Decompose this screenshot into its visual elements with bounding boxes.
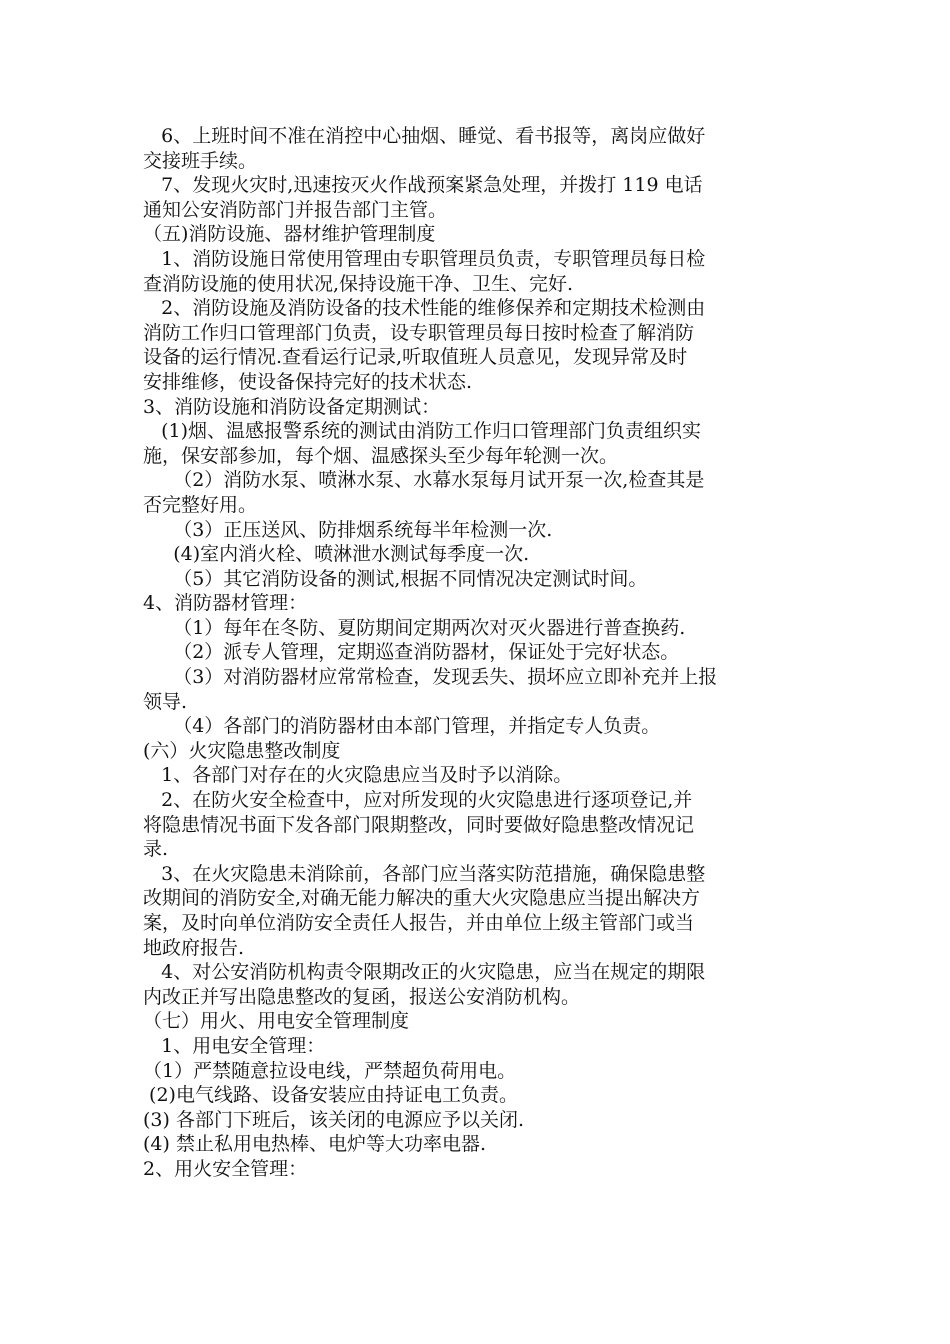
text-line: (1)烟、温感报警系统的测试由消防工作归口管理部门负责组织实 [143,420,702,443]
text-line: 1、用电安全管理： [143,1034,326,1057]
text-line: （1）严禁随意拉设电线，严禁超负荷用电。 [143,1059,517,1082]
text-line: 2、消防设施及消防设备的技术性能的维修保养和定期技术检测由 [143,297,706,320]
text-line: 查消防设施的使用状况,保持设施干净、卫生、完好. [143,272,574,295]
text-line: （3）对消防器材应常常检查，发现丢失、损坏应立即补充并上报 [143,666,718,689]
text-line: 否完整好用。 [143,493,258,516]
text-line: 2、用火安全管理： [143,1157,308,1180]
text-line: (4) 禁止私用电热棒、电炉等大功率电器. [143,1133,486,1156]
text-line: （5）其它消防设备的测试,根据不同情况决定测试时间。 [143,567,648,590]
text-line: 领导. [143,690,188,713]
text-line: 设备的运行情况.查看运行记录,听取值班人员意见，发现异常及时 [143,346,688,369]
text-line: （五)消防设施、器材维护管理制度 [143,223,436,246]
text-line: 施，保安部参加，每个烟、温感探头至少每年轮测一次。 [143,444,619,467]
text-line: （1）每年在冬防、夏防期间定期两次对灭火器进行普查换药. [143,616,686,639]
text-line: 6、上班时间不准在消控中心抽烟、睡觉、看书报等，离岗应做好 [143,125,706,147]
text-line: 案，及时向单位消防安全责任人报告，并由单位上级主管部门或当 [143,912,695,934]
text-line: (2)电气线路、设备安装应由持证电工负责。 [143,1084,518,1107]
text-line: 3、在火灾隐患未消除前，各部门应当落实防范措施，确保隐患整 [143,862,706,885]
text-line: 改期间的消防安全,对确无能力解决的重大火灾隐患应当提出解决方 [143,887,701,910]
document-body [143,124,808,1182]
text-line: （4）各部门的消防器材由本部门管理，并指定专人负责。 [143,715,661,738]
text-line: 消防工作归口管理部门负责，设专职管理员每日按时检查了解消防 [143,321,695,344]
text-line: 安排维修，使设备保持完好的技术状态. [143,370,473,393]
text-line: (六）火灾隐患整改制度 [143,739,341,762]
text-line: （2）派专人管理，定期巡查消防器材，保证处于完好状态。 [143,641,680,664]
text-line: 4、消防器材管理： [143,592,308,615]
text-line: 内改正并写出隐患整改的复函，报送公安消防机构。 [143,985,581,1008]
text-line: 地政府报告. [143,936,245,959]
text-line: 3、消防设施和消防设备定期测试： [143,395,441,418]
text-line: （3）正压送风、防排烟系统每半年检测一次. [143,518,553,541]
text-line: 通知公安消防部门并报告部门主管。 [143,198,448,221]
text-line: (3) 各部门下班后，该关闭的电源应予以关闭. [143,1108,524,1131]
text-line: （七）用火、用电安全管理制度 [143,1010,410,1033]
text-line: 7、发现火灾时,迅速按灭火作战预案紧急处理，并拨打 119 电话 [143,174,703,197]
text-line: 录. [143,838,169,861]
text-line: （2）消防水泵、喷淋水泵、水幕水泵每月试开泵一次,检查其是 [143,469,705,492]
text-line: 4、对公安消防机构责令限期改正的火灾隐患，应当在规定的期限 [143,961,706,984]
text-line: (4)室内消火栓、喷淋泄水测试每季度一次. [143,543,530,566]
text-line: 2、在防火安全检查中，应对所发现的火灾隐患进行逐项登记,并 [143,789,693,812]
text-line: 将隐患情况书面下发各部门限期整改，同时要做好隐患整改情况记 [143,813,695,836]
text-line: 1、消防设施日常使用管理由专职管理员负责，专职管理员每日检 [143,247,706,270]
text-line: 1、各部门对存在的火灾隐患应当及时予以消除。 [143,764,573,787]
text-line: 交接班手续。 [143,149,258,172]
